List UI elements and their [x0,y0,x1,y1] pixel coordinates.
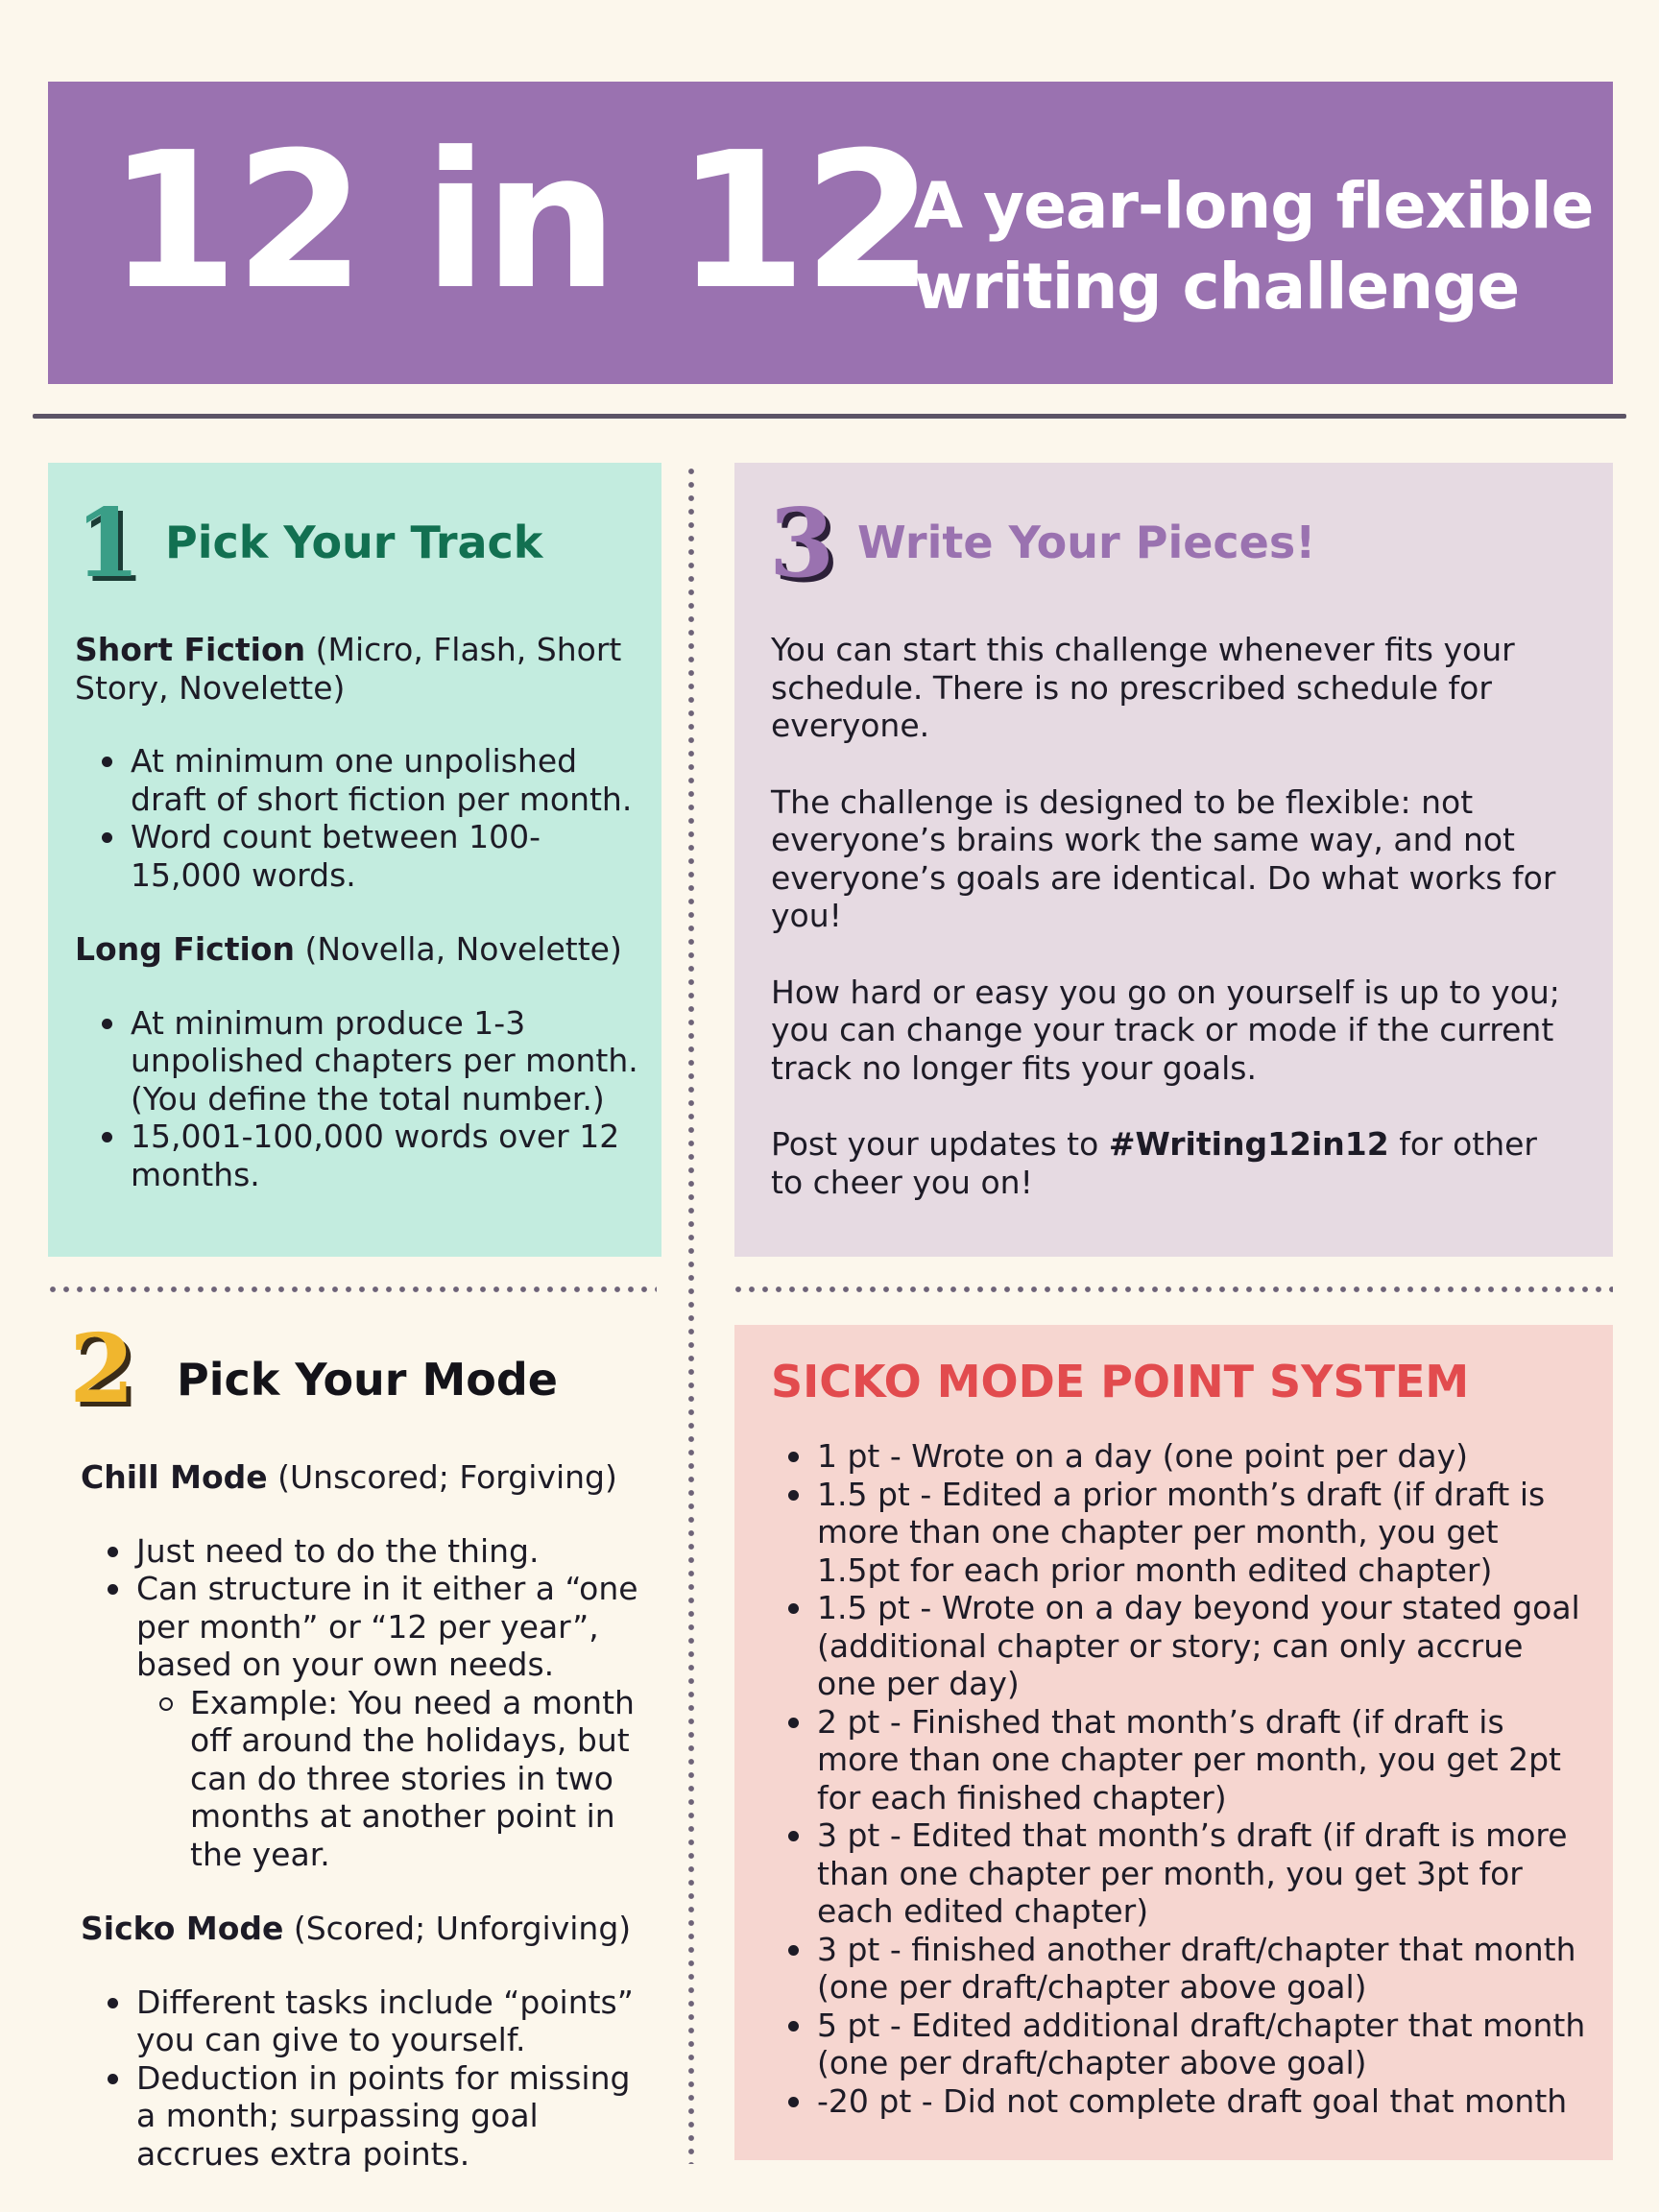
list-item: Can structure in it either a “one per month” or “12 per year”, based on your own needs. [81,1570,657,1684]
chill-mode-detail: (Unscored; Forgiving) [267,1458,617,1496]
sicko-points-content [761,1437,1587,2120]
sicko-mode-heading [81,1910,657,1948]
short-fiction-list [75,742,641,894]
chill-mode-label: Chill Mode [81,1458,268,1496]
sub-list-item: Example: You need a month off around the holidays, but can do three stories in two months at another point in the year. [81,1684,657,1874]
step-number-2: 2 [69,1314,135,1425]
list-item: -20 pt - Did not complete draft goal that month [761,2082,1587,2121]
list-item: 3 pt - finished another draft/chapter that month (one per draft/chapter above goal) [761,1931,1587,2007]
chill-mode-list [81,1532,657,1874]
subtitle-line-1: A year-long flexible [914,169,1594,243]
pieces-content [771,631,1568,1201]
track-title: Pick Your Track [165,517,543,568]
sicko-points-panel [734,1325,1613,2160]
subtitle-line-2: writing challenge [914,250,1520,324]
list-item: 3 pt - Edited that month’s draft (if draft is more than one chapter per month, you get 3pt for each edited chapter) [761,1816,1587,1931]
list-item: 1.5 pt - Wrote on a day beyond your stated goal (additional chapter or story; can only accrue one per day) [761,1589,1587,1703]
long-fiction-label: Long Fiction [75,930,295,968]
list-item: Different tasks include “points” you can give to yourself. [81,1984,657,2059]
hashtag: #Writing12in12 [1108,1125,1389,1163]
vertical-dotted-divider [687,465,695,2164]
list-item: 5 pt - Edited additional draft/chapter that month (one per draft/chapter above goal) [761,2007,1587,2082]
step-number-1: 1 [75,489,141,599]
header-banner [48,82,1613,384]
pieces-post-text: Post your updates to [771,1125,1109,1163]
pieces-paragraph-3: How hard or easy you go on yourself is up to you; you can change your track or mode if the current track no longer fits your goals. [771,973,1560,1087]
right-dotted-divider [732,1286,1613,1293]
mode-title: Pick Your Mode [177,1354,558,1406]
long-fiction-list [75,1004,641,1194]
track-panel [48,463,661,1257]
step-number-3: 3 [769,489,835,599]
pieces-paragraph-4 [771,1125,1568,1201]
long-fiction-heading [75,930,641,969]
list-item: 2 pt - Finished that month’s draft (if draft is more than one chapter per month, you get 2pt for each finished chapter) [761,1703,1587,1817]
page-title: 12 in 12 [108,112,930,331]
left-dotted-divider [46,1286,657,1293]
list-item: At minimum one unpolished draft of short fiction per month. [75,742,641,818]
long-fiction-detail: (Novella, Novelette) [294,930,622,968]
short-fiction-detail: (Micro, Flash, Short Story, Novelette) [75,631,622,707]
list-item: Deduction in points for missing a month; surpassing goal accrues extra points. [81,2059,657,2174]
list-item: 1.5 pt - Edited a prior month’s draft (if draft is more than one chapter per month, you get 1.5pt for each prior month edited chapter) [761,1476,1587,1590]
sicko-points-title: SICKO MODE POINT SYSTEM [771,1356,1470,1407]
track-content [75,631,641,1193]
page-subtitle [914,166,1593,327]
mode-content [81,1458,657,2173]
sicko-points-list [761,1437,1587,2120]
pieces-paragraph-1: You can start this challenge whenever fits your schedule. There is no prescribed schedule for everyone. [771,631,1515,744]
sicko-mode-list [81,1984,657,2174]
short-fiction-heading [75,631,641,707]
list-item: At minimum produce 1-3 unpolished chapters per month. (You define the total number.) [75,1004,641,1118]
pieces-paragraph-2: The challenge is designed to be flexible: not everyone’s brains work the same way, and not everyone’s goals are identical. Do what works for you! [771,782,1556,934]
list-item: 1 pt - Wrote on a day (one point per day) [761,1437,1587,1476]
sicko-mode-detail: (Scored; Unforgiving) [283,1910,632,1947]
short-fiction-label: Short Fiction [75,631,306,668]
list-item: Word count between 100-15,000 words. [75,818,641,894]
list-item: Just need to do the thing. [81,1532,657,1571]
pieces-cheer-text: for other to cheer you on! [771,1125,1538,1201]
header-divider [33,414,1626,419]
sicko-mode-label: Sicko Mode [81,1910,284,1947]
chill-mode-heading [81,1458,657,1497]
pieces-title: Write Your Pieces! [857,517,1316,568]
pieces-panel [734,463,1613,1257]
list-item: 15,001-100,000 words over 12 months. [75,1118,641,1193]
